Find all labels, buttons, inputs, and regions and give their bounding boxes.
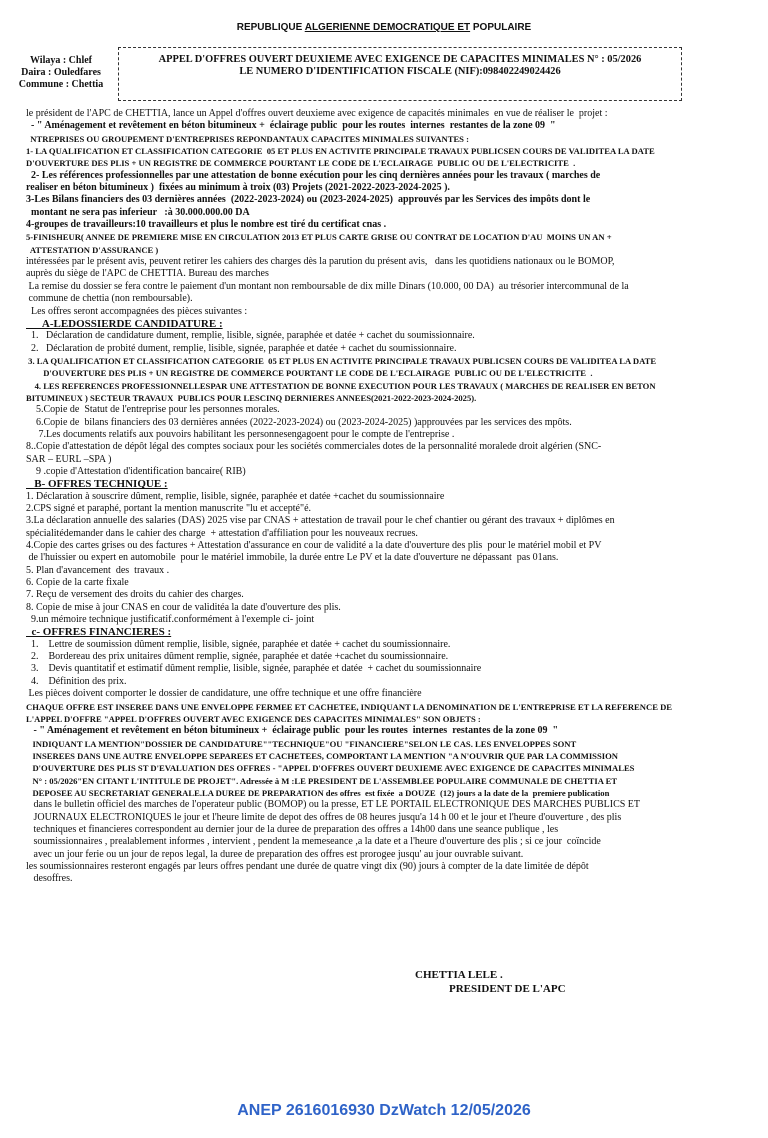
text-line: soumissionnaires , prealablement informes , intervient , pendent la memeseance ,a la date et a l'heure d'ouverture des plis ; si ce jour coïncide	[26, 836, 601, 848]
text-line: 2. Déclaration de probité dument, remplie, lisible, signée, paraphée et datée + cachet du soumissionnaire.	[26, 342, 457, 354]
text-line: D'OUVERTURE DES PLIS + UN REGISTRE DE COMMERCE POURTANT LE CODE DE L'ECLAIRAGE PUBLIC OU DE L'ELECTRICITE .	[26, 158, 576, 169]
text-line: 6. Copie de la carte fixale	[26, 577, 129, 589]
text-line: les soumissionnaires resteront engagés par leurs offres pendant une durée de quatre vingt dix (90) jours à compter de la date limitée de dépôt	[26, 860, 589, 872]
text-line: 4. LES REFERENCES PROFESSIONNELLESPAR UNE ATTESTATION DE BONNE EXECUTION POUR LES TRAVAUX ( MARCHES DE REALISER EN BETON	[26, 380, 656, 391]
text-line: Les offres seront accompagnées des pièces suivantes :	[26, 305, 248, 317]
text-line: 1- LA QUALIFICATION ET CLASSIFICATION CATEGORIE 05 ET PLUS EN ACTIVITE PRINCIPALE TRAVAUX PUBLICSEN COURS DE VALIDITEA LA DATE	[26, 146, 655, 157]
signature-block	[415, 968, 566, 996]
text-line: 2- Les références professionnelles par une attestation de bonne exécution pour les cinq dernières années pour les travaux ( marches de	[26, 169, 601, 181]
document-body	[26, 108, 726, 886]
text-line: CHAQUE OFFRE EST INSEREE DANS UNE ENVELOPPE FERMEE ET CACHETEE, INDIQUANT LA DENOMINATION DE L'ENTREPRISE ET LA REFERENCE DE	[26, 701, 673, 712]
footer-reference: ANEP 2616016930 DzWatch 12/05/2026	[237, 1102, 531, 1119]
text-line: 3.La déclaration annuelle des salaries (DAS) 2025 vise par CNAS + attestation de travail pour le chef chantier ou gérant des travaux + diplômes en	[26, 515, 615, 527]
text-line: 2.CPS signé et paraphé, portant la mention manuscrite "lu et accepté"é.	[26, 503, 312, 514]
text-line: techniques et financieres correspondent au dernier jour de la duree de preparation des offres a 14h00 dans une seance publique , les	[26, 823, 559, 835]
republic-heading: REPUBLIQUE ALGERIENNE DEMOCRATIQUE ET POPULAIRE	[236, 22, 532, 33]
text-line: BITUMINEUX ) SECTEUR TRAVAUX PUBLICS POUR LESCINQ DERNIERES ANNEES(2021-2022-2023-2024-2025).	[26, 392, 477, 403]
text-line: NTREPRISES OU GROUPEMENT D'ENTREPRISES REPONDANTAUX CAPACITES MINIMALES SUIVANTES :	[26, 133, 469, 144]
text-line: 8..Copie d'attestation de dépôt légal des comptes sociaux pour les sociétés commerciales dotes de la personnalité moralede droit algérien (SNC-	[26, 441, 602, 453]
signatory-title: PRESIDENT DE L'APC	[449, 983, 566, 995]
text-line: DEPOSEE AU SECRETARIAT GENERALE.LA DUREE DE PREPARATION des offres est fixée a DOUZE (12) jours a la date de la premiere publication	[26, 787, 610, 798]
text-line: 3. LA QUALIFICATION ET CLASSIFICATION CATEGORIE 05 ET PLUS EN ACTIVITE PRINCIPALE TRAVAUX PUBLICSEN COURS DE VALIDITEA LA DATE	[26, 355, 657, 366]
text-line: spécialitédemander dans le cahier des charge + attestation d'affiliation pour les nouveaux recrues.	[26, 527, 418, 539]
administrative-block	[6, 55, 116, 91]
text-line: avec un jour ferie ou un jour de repos legal, la duree de preparation des offres est prorogee jusqu' au jour ouvrable suivant.	[26, 848, 524, 860]
text-line: La remise du dossier se fera contre le paiement d'un montant non remboursable de dix mille Dinars (10.000, 00 DA) au trésorier intercommunal de la	[26, 280, 629, 292]
text-line: L'APPEL D'OFFRE "APPEL D'OFFRES OUVERT AVEC EXIGENCE DES CAPACITES MINIMALES" SON OBJETS :	[26, 713, 481, 724]
text-line: 8. Copie de mise à jour CNAS en cour de validitéa la date d'ouverture des plis.	[26, 601, 341, 613]
text-line: montant ne sera pas inferieur :à 30.000.000.00 DA	[26, 206, 250, 218]
text-line: 2. Bordereau des prix unitaires dûment remplie, signée, paraphée et datée +cachet du soumissionnaire.	[26, 651, 449, 663]
commune-label: Commune : Chettia	[18, 79, 104, 90]
text-line: JOURNAUX ELECTRONIQUES le jour et l'heure limite de depot des offres de 08 heures jusqu'a 14 h 00 et le jour et l'heure d'ouverture , des plis	[26, 811, 622, 823]
text-line: Les pièces doivent comporter le dossier de candidature, une offre technique et une offre financière	[26, 688, 422, 700]
text-line: 7. Reçu de versement des droits du cahier des charges.	[26, 589, 244, 601]
text-line: A-LEDOSSIERDE CANDIDATURE :	[26, 317, 223, 330]
text-line: 5. Plan d'avancement des travaux .	[26, 564, 170, 576]
text-line: 1. Lettre de soumission dûment remplie, lisible, signée, paraphée et datée + cachet du soumissionnaire.	[26, 638, 451, 650]
text-line: 3-Les Bilans financiers des 03 dernières années (2022-2023-2024) ou (2023-2024-2025) approuvés par les Services des impôts dont le	[26, 194, 591, 206]
text-line: 3. Devis quantitatif et estimatif dûment remplie, lisible, signée, paraphée et datée + cachet du soumissionnaire	[26, 663, 482, 675]
text-line: 5-FINISHEUR( ANNEE DE PREMIERE MISE EN CIRCULATION 2013 ET PLUS CARTE GRISE OU CONTRAT DE LOCATION D'AU MOINS UN AN +	[26, 232, 612, 243]
signatory-name: CHETTIA LELE .	[415, 969, 503, 981]
text-line: B- OFFRES TECHNIQUE :	[26, 478, 168, 491]
text-line: 9 .copie d'Attestation d'identification bancaire( RIB)	[26, 465, 246, 477]
text-line: 1. Déclaration de candidature dument, remplie, lisible, signée, paraphée et datée + cachet du soumissionnaire.	[26, 330, 475, 342]
text-line: commune de chettia (non remboursable).	[26, 293, 193, 305]
text-line: le président de l'APC de CHETTIA, lance un Appel d'offres ouvert deuxieme avec exigence de capacités minimales en vue de réaliser le projet :	[26, 108, 608, 119]
text-line: auprès du siège de l'APC de CHETTIA. Bureau des marches	[26, 268, 269, 280]
text-line: 4. Définition des prix.	[26, 675, 127, 687]
text-line: 6.Copie de bilans financiers des 03 dernières années (2022-2023-2024) ou (2023-2024-2025) )approuvées par les services des mpôts.	[26, 416, 572, 428]
text-line: D'OUVERTURE DES PLIS + UN REGISTRE DE COMMERCE POURTANT LE CODE DE L'ECLAIRAGE PUBLIC OU DE L'ELECTRICITE .	[26, 368, 593, 379]
text-line: desoffres.	[26, 873, 73, 885]
text-line: INSEREES DANS UNE AUTRE ENVELOPPE SEPAREES ET CACHETEES, COMPORTANT LA MENTION "A N'OUVRIR QUE PAR LA COMMISSION	[26, 750, 618, 761]
text-line: intéressées par le présent avis, peuvent retirer les cahiers des charges dès la parution du présent avis, dans les quotidiens nationaux ou le BOMOP,	[26, 256, 615, 268]
tender-title: APPEL D'OFFRES OUVERT DEUXIEME AVEC EXIGENCE DE CAPACITES MINIMALES N° : 05/2026	[158, 54, 642, 65]
text-line: 4-groupes de travailleurs:10 travailleurs et plus le nombre est tiré du certificat cnas .	[26, 219, 387, 231]
text-line: 1. Déclaration à souscrire dûment, remplie, lisible, signée, paraphée et datée +cachet du soumissionnaire	[26, 490, 445, 502]
text-line: ATTESTATION D'ASSURANCE )	[26, 244, 159, 255]
text-line: N° : 05/2026"EN CITANT L'INTITULE DE PROJET". Adressée à M :LE PRESIDENT DE L'ASSEMBLEE POPULAIRE COMMUNALE DE CHETTIA ET	[26, 775, 618, 786]
tax-id: LE NUMERO D'IDENTIFICATION FISCALE (NIF):098402249024426	[239, 66, 561, 77]
text-line: - " Aménagement et revêtement en béton bitumineux + éclairage public pour les routes internes restantes de la zone 09 "	[26, 725, 559, 737]
text-line: 5.Copie de Statut de l'entreprise pour les personnes morales.	[26, 404, 280, 416]
text-line: D'OUVERTURE DES PLIS ST D'EVALUATION DES OFFRES - "APPEL D'OFFRES OUVERT DEUXIEME AVEC EXIGENCE DE CAPACITES MINIMALES	[26, 763, 635, 774]
daira-label: Daira : Ouledfares	[21, 67, 101, 78]
text-line: 7.Les documents relatifs aux pouvoirs habilitant les personnesengagoent pour le compte de l'entreprise .	[26, 428, 455, 440]
text-line: de l'huissier ou expert en automobile pour le matériel immobile, la durée entre Le PV et la date d'ouverture ne dépassant pas 01ans.	[26, 552, 559, 564]
text-line: 9.un mémoire technique justificatif.conformément à l'exemple ci- joint	[26, 614, 315, 626]
text-line: c- OFFRES FINANCIERES :	[26, 626, 172, 639]
text-line: INDIQUANT LA MENTION"DOSSIER DE CANDIDATURE""TECHNIQUE"OU "FINANCIERE"SELON LE CAS. LES ENVELOPPES SONT	[26, 738, 577, 749]
tender-title-box	[118, 47, 682, 101]
wilaya-label: Wilaya : Chlef	[29, 55, 93, 66]
text-line: SAR – EURL –SPA )	[26, 453, 112, 465]
text-line: - " Aménagement et revêtement en béton bitumineux + éclairage public pour les routes internes restantes de la zone 09 "	[26, 120, 556, 132]
text-line: 4.Copie des cartes grises ou des factures + Attestation d'assurance en cour de validité a la date d'ouverture des plis pour le matériel mobil et PV	[26, 540, 602, 552]
text-line: dans le bulletin officiel des marches de l'operateur public (BOMOP) ou la presse, ET LE PORTAIL ELECTRONIQUE DES MARCHES PUBLICS ET	[26, 799, 641, 811]
text-line: realiser en béton bitumineux ) fixées au minimum à troix (03) Projets (2021-2022-2023-2024-2025 ).	[26, 182, 450, 194]
